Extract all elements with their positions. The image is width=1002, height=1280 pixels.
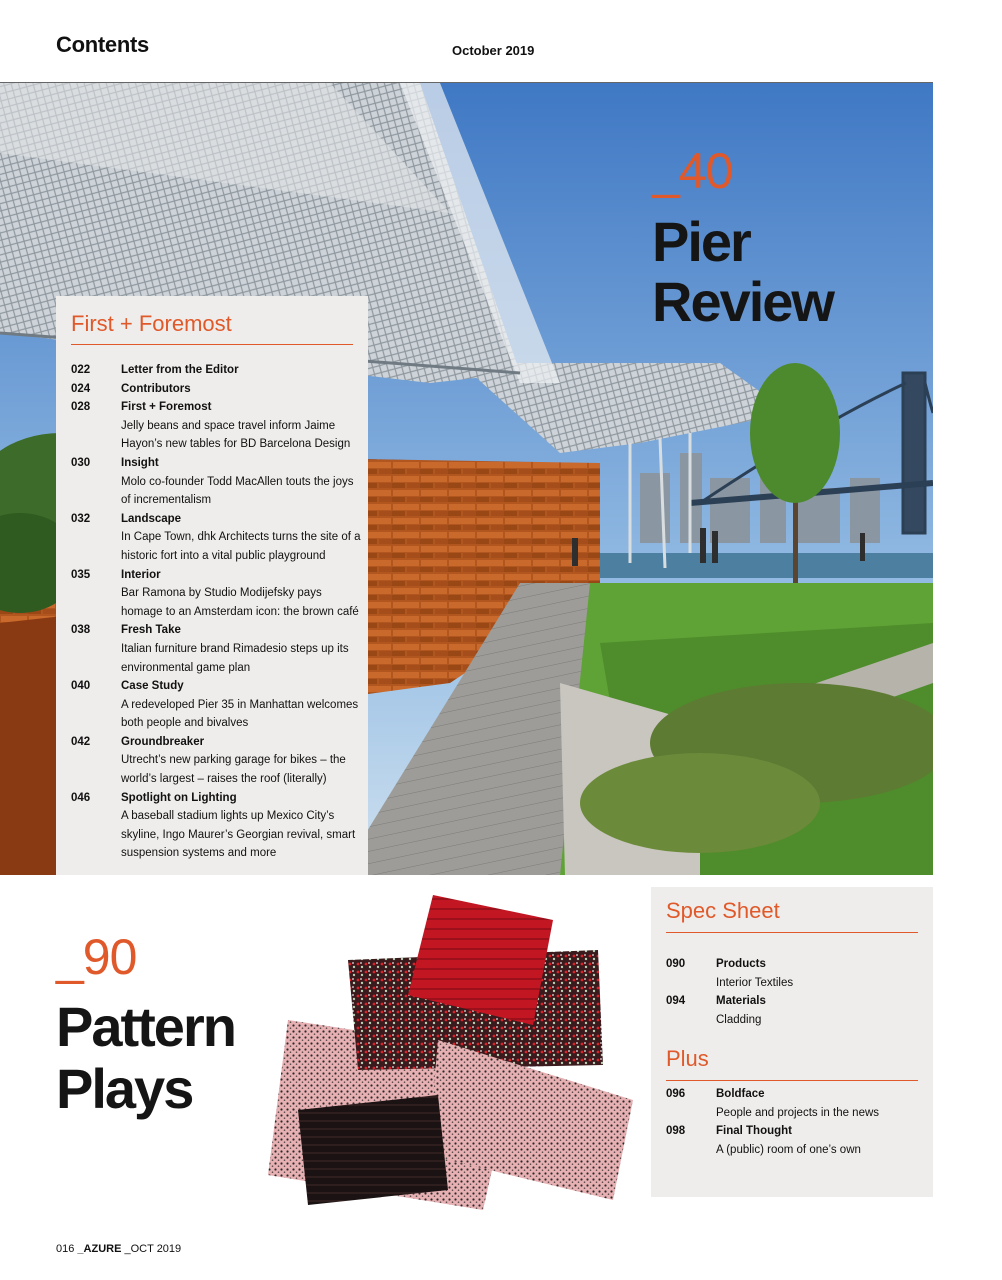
toc-entry[interactable] — [666, 955, 926, 992]
toc-title: Groundbreaker — [121, 735, 205, 748]
toc-page: 040 — [71, 680, 91, 693]
toc-title: Spotlight on Lighting — [121, 791, 237, 804]
toc-page: 028 — [71, 401, 91, 414]
toc-entry[interactable] — [71, 398, 361, 454]
toc-title: Materials — [716, 995, 766, 1008]
toc-entry[interactable] — [71, 380, 361, 399]
toc-entry[interactable] — [71, 733, 361, 789]
toc-entry[interactable] — [71, 566, 361, 622]
toc-entry[interactable] — [71, 454, 361, 510]
toc-page: 042 — [71, 735, 91, 748]
toc-description: Bar Ramona by Studio Modijefsky pays homage to an Amsterdam icon: the brown café — [121, 587, 359, 618]
feature-title-line: Pier — [652, 210, 750, 273]
toc-page: 022 — [71, 364, 91, 376]
toc-page: 032 — [71, 512, 91, 525]
toc-page: 024 — [71, 382, 91, 395]
toc-description: Jelly beans and space travel inform Jaime Hayon’s new tables for BD Barcelona Design — [121, 419, 351, 451]
feature-title — [652, 212, 833, 332]
plus-list — [666, 1085, 926, 1159]
footer-page-number: 016 — [56, 1243, 75, 1255]
toc-description: Cladding — [716, 1013, 762, 1026]
first-foremost-list — [71, 361, 361, 863]
toc-title: Final Thought — [716, 1125, 793, 1138]
second-feature-title-line: Plays — [56, 1057, 193, 1120]
toc-entry[interactable] — [71, 510, 361, 566]
toc-page: 096 — [666, 1088, 686, 1100]
toc-title: Case Study — [121, 680, 184, 693]
toc-entry[interactable] — [71, 789, 361, 863]
toc-title: Products — [716, 958, 766, 970]
issue-date: October 2019 — [452, 43, 535, 58]
toc-title: First + Foremost — [121, 401, 212, 414]
footer-brand: _AZURE — [77, 1243, 122, 1255]
toc-title: Contributors — [121, 382, 191, 395]
toc-description: Molo co-founder Todd MacAllen touts the joys of incrementalism — [121, 475, 354, 507]
toc-page: 046 — [71, 791, 91, 804]
first-foremost-heading: First + Foremost — [71, 311, 232, 336]
second-feature-title — [56, 996, 235, 1120]
toc-entry[interactable] — [71, 677, 361, 733]
textile-swatches-illustration — [268, 890, 636, 1212]
section-divider — [666, 1080, 918, 1081]
toc-title: Interior — [121, 568, 161, 581]
toc-title: Letter from the Editor — [121, 364, 239, 376]
plus-heading: Plus — [666, 1046, 709, 1071]
feature-title-line: Review — [652, 270, 833, 333]
toc-title: Insight — [121, 456, 159, 469]
toc-page: 030 — [71, 456, 91, 469]
toc-title: Boldface — [716, 1088, 765, 1100]
second-feature-page-number: _90 — [56, 929, 137, 985]
toc-description: In Cape Town, dhk Architects turns the site of a historic fort into a vital public playground — [121, 531, 361, 562]
toc-entry[interactable] — [71, 361, 361, 380]
toc-page: 038 — [71, 624, 91, 637]
toc-page: 098 — [666, 1125, 686, 1138]
toc-page: 035 — [71, 568, 91, 581]
toc-title: Fresh Take — [121, 624, 181, 637]
section-divider — [71, 344, 353, 345]
toc-description: Italian furniture brand Rimadesio steps up its environmental game plan — [121, 642, 349, 674]
page-title: Contents — [56, 32, 149, 57]
page-footer — [56, 1243, 181, 1255]
spec-sheet-heading: Spec Sheet — [666, 898, 780, 923]
toc-page: 090 — [666, 958, 686, 970]
toc-description: A redeveloped Pier 35 in Manhattan welcomes both people and bivalves — [121, 698, 359, 730]
toc-description: A baseball stadium lights up Mexico City’s skyline, Ingo Maurer’s Georgian revival, smart suspension systems and more — [121, 810, 356, 860]
second-feature-title-line: Pattern — [56, 995, 235, 1058]
toc-entry[interactable] — [666, 1085, 926, 1122]
toc-page: 094 — [666, 995, 686, 1008]
feature-page-number: _40 — [652, 143, 733, 199]
textile-swatches-image — [268, 890, 636, 1212]
toc-description: A (public) room of one’s own — [716, 1143, 861, 1156]
section-divider — [666, 932, 918, 933]
toc-description: People and projects in the news — [716, 1106, 880, 1119]
toc-entry[interactable] — [666, 1122, 926, 1159]
footer-issue: _OCT 2019 — [124, 1243, 182, 1255]
toc-title: Landscape — [121, 512, 182, 525]
toc-entry[interactable] — [71, 621, 361, 677]
spec-sheet-list — [666, 955, 926, 1029]
toc-description: Utrecht’s new parking garage for bikes – the world’s largest – raises the roof (literally) — [121, 754, 346, 786]
toc-description: Interior Textiles — [716, 976, 794, 989]
toc-entry[interactable] — [666, 992, 926, 1029]
